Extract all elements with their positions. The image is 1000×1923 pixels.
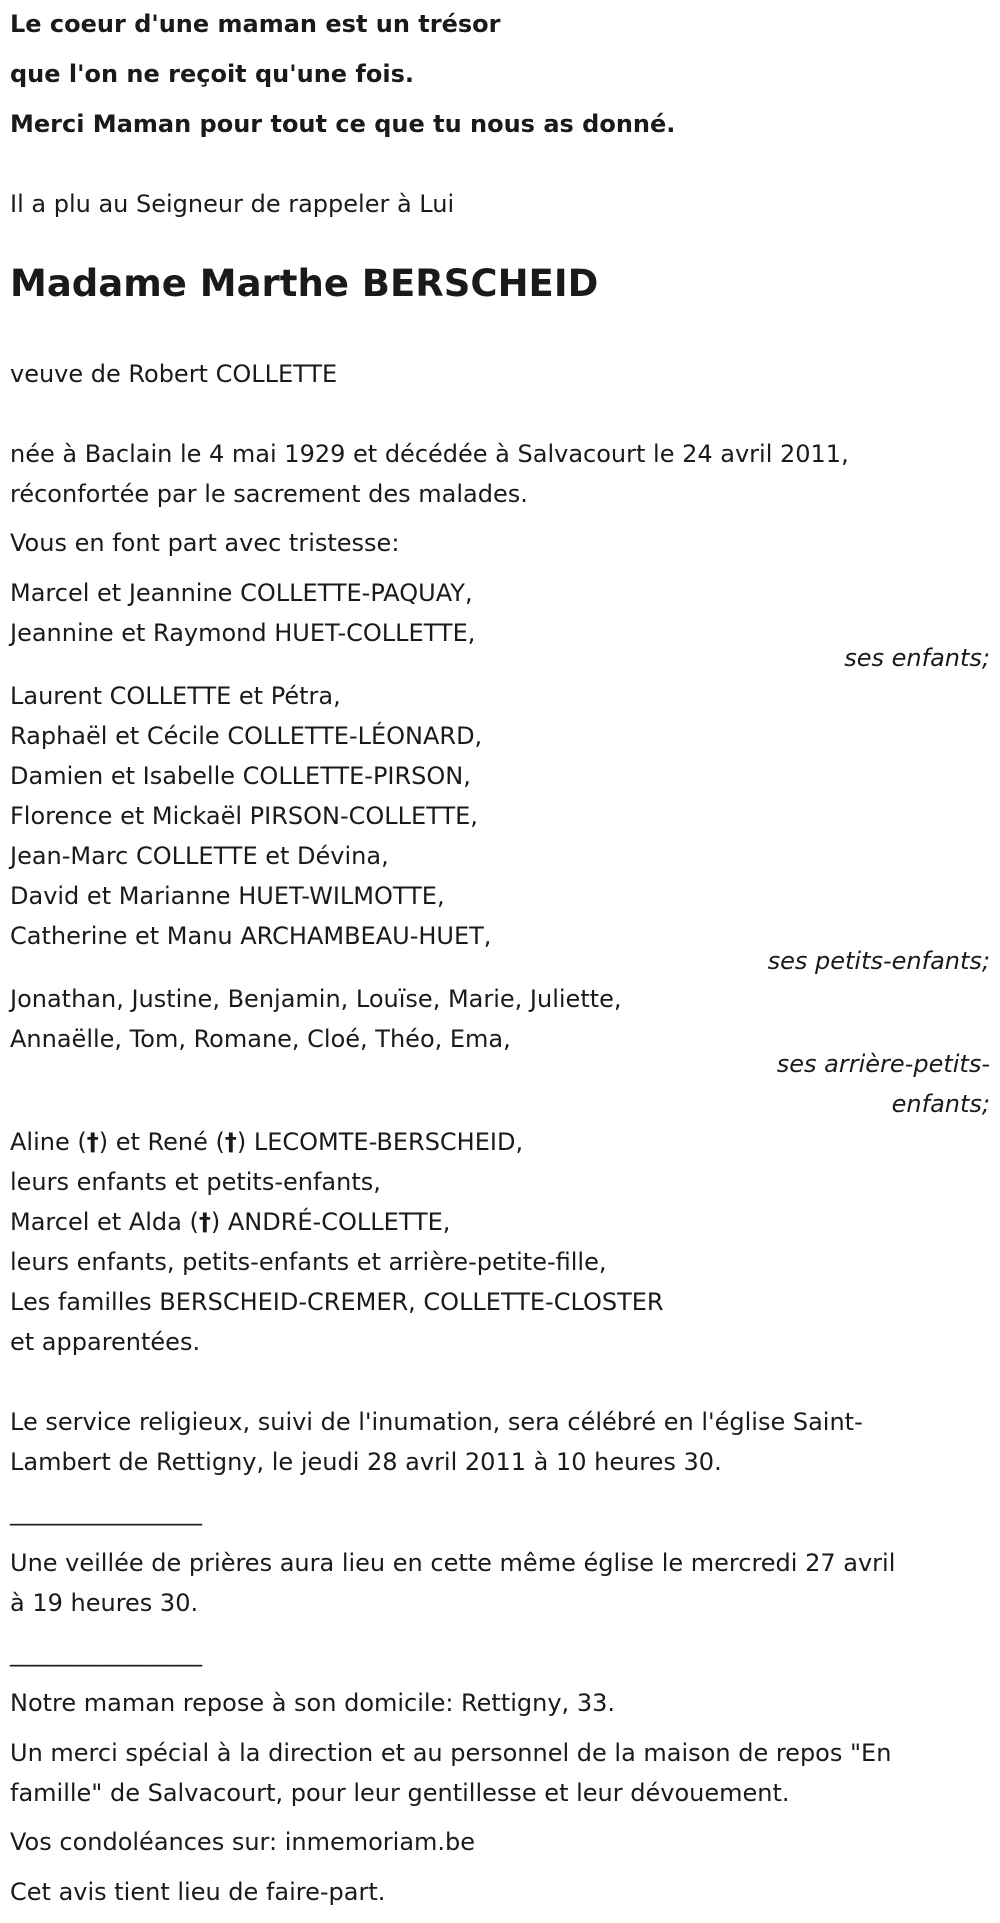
child-name: Jeannine et Raymond HUET-COLLETTE,: [10, 619, 476, 647]
children-label: ses enfants;: [844, 644, 990, 672]
grandchild-name: Florence et Mickaël PIRSON-COLLETTE,: [10, 802, 478, 830]
family-line-1-part-b: ) et René (: [98, 1128, 225, 1156]
grandchildren-label: ses petits-enfants;: [767, 947, 990, 975]
cross-icon: †: [198, 1208, 211, 1236]
vigil-line-1: Une veillée de prières aura lieu en cette même église le mercredi 27 avril: [10, 1549, 896, 1577]
rest-text: Notre maman repose à son domicile: Rettigny, 33.: [10, 1689, 615, 1717]
grandchild-name: Laurent COLLETTE et Pétra,: [10, 682, 341, 710]
thanks-line-1: Un merci spécial à la direction et au personnel de la maison de repos "En: [10, 1739, 892, 1767]
family-line-6: et apparentées.: [10, 1328, 201, 1356]
family-line-4: leurs enfants, petits-enfants et arrière-petite-fille,: [10, 1248, 607, 1276]
grandchild-name: David et Marianne HUET-WILMOTTE,: [10, 882, 445, 910]
service-line-2: Lambert de Rettigny, le jeudi 28 avril 2011 à 10 heures 30.: [10, 1448, 722, 1476]
deceased-name: Madame Marthe BERSCHEID: [10, 262, 599, 305]
epigraph-line-2: que l'on ne reçoit qu'une fois.: [10, 60, 414, 88]
notice-text: Cet avis tient lieu de faire-part.: [10, 1878, 386, 1906]
family-line-1-part-a: Aline (: [10, 1128, 87, 1156]
family-line-5: Les familles BERSCHEID-CREMER, COLLETTE-CLOSTER: [10, 1288, 664, 1316]
birth-death-line-2: réconfortée par le sacrement des malades.: [10, 480, 528, 508]
widow-text: veuve de Robert COLLETTE: [10, 360, 338, 388]
family-line-1: [10, 1130, 523, 1154]
grandchild-name: Raphaël et Cécile COLLETTE-LÉONARD,: [10, 722, 483, 750]
intro-text: Il a plu au Seigneur de rappeler à Lui: [10, 190, 455, 218]
announce-text: Vous en font part avec tristesse:: [10, 529, 400, 557]
epigraph-line-1: Le coeur d'une maman est un trésor: [10, 10, 501, 38]
thanks-line-2: famille" de Salvacourt, pour leur gentillesse et leur dévouement.: [10, 1779, 790, 1807]
condolences-text: Vos condoléances sur: inmemoriam.be: [10, 1828, 476, 1856]
great-grandchildren-line-2: Annaëlle, Tom, Romane, Cloé, Théo, Ema,: [10, 1025, 511, 1053]
great-grandchildren-label-2: enfants;: [891, 1090, 990, 1118]
separator-2: ________________: [10, 1639, 202, 1667]
grandchild-name: Damien et Isabelle COLLETTE-PIRSON,: [10, 762, 471, 790]
service-line-1: Le service religieux, suivi de l'inumation, sera célébré en l'église Saint-: [10, 1408, 863, 1436]
cross-icon: †: [86, 1128, 99, 1156]
great-grandchildren-label-1: ses arrière-petits-: [776, 1050, 990, 1078]
birth-death-line-1: née à Baclain le 4 mai 1929 et décédée à Salvacourt le 24 avril 2011,: [10, 440, 849, 468]
separator-1: ________________: [10, 1498, 202, 1526]
family-line-1-part-c: ) LECOMTE-BERSCHEID,: [236, 1128, 524, 1156]
family-line-3: [10, 1210, 450, 1234]
cross-icon: †: [224, 1128, 237, 1156]
epigraph-line-3: Merci Maman pour tout ce que tu nous as donné.: [10, 110, 676, 138]
family-line-2: leurs enfants et petits-enfants,: [10, 1168, 381, 1196]
grandchild-name: Jean-Marc COLLETTE et Dévina,: [10, 842, 389, 870]
great-grandchildren-line-1: Jonathan, Justine, Benjamin, Louïse, Marie, Juliette,: [10, 985, 622, 1013]
child-name: Marcel et Jeannine COLLETTE-PAQUAY,: [10, 579, 473, 607]
grandchild-name: Catherine et Manu ARCHAMBEAU-HUET,: [10, 922, 492, 950]
family-line-3-part-b: ) ANDRÉ-COLLETTE,: [210, 1208, 451, 1236]
vigil-line-2: à 19 heures 30.: [10, 1589, 199, 1617]
family-line-3-part-a: Marcel et Alda (: [10, 1208, 199, 1236]
